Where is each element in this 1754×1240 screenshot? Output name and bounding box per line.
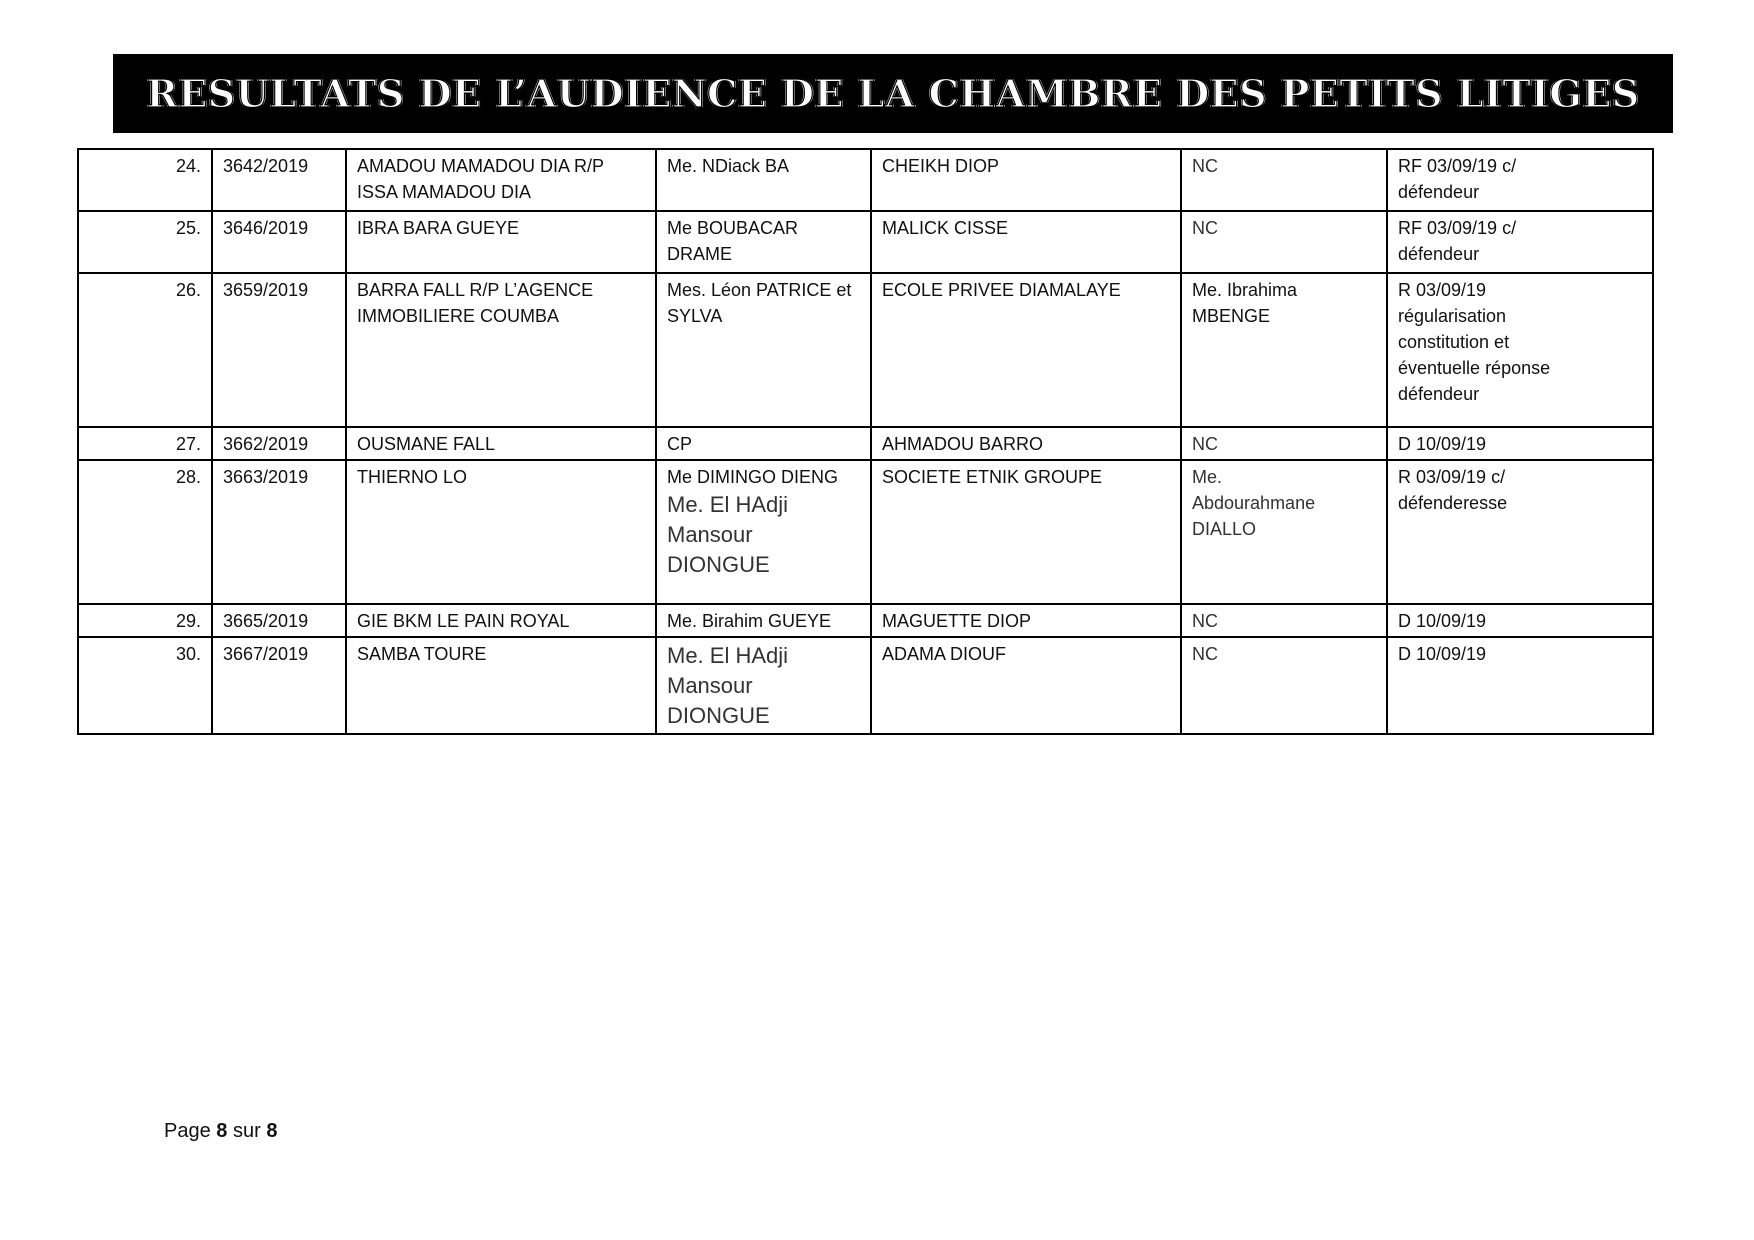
cell-line: défendeur (1398, 384, 1480, 404)
table-row (78, 427, 1653, 460)
row-number-cell: 26. (78, 273, 212, 427)
cell-line: éventuelle réponse (1398, 358, 1551, 378)
defendant-lawyer-cell (1181, 427, 1387, 460)
case-number-cell: 3663/2019 (212, 460, 346, 604)
cell-line: D 10/09/19 (1398, 644, 1487, 664)
cell-line: Me DIMINGO DIENG (667, 467, 839, 487)
defendant-lawyer-cell (1181, 637, 1387, 734)
cell-line: D 10/09/19 (1398, 611, 1487, 631)
case-number-cell: 3665/2019 (212, 604, 346, 637)
result-cell (1387, 427, 1653, 460)
cell-line: DIONGUE (667, 552, 770, 577)
case-number-cell: 3667/2019 (212, 637, 346, 734)
cell-line: MBENGE (1192, 306, 1271, 326)
cell-line: Mansour (667, 673, 753, 698)
defendant-cell: MAGUETTE DIOP (871, 604, 1181, 637)
cell-line: Me. El HAdji (667, 643, 789, 668)
plaintiff-cell (346, 149, 656, 211)
cell-line: DIONGUE (667, 703, 770, 728)
defendant-lawyer-cell (1181, 604, 1387, 637)
table-row (78, 211, 1653, 273)
cell-line: constitution et (1398, 332, 1510, 352)
row-number-cell: 25. (78, 211, 212, 273)
cell-line: NC (1192, 156, 1218, 176)
defendant-lawyer-cell (1181, 211, 1387, 273)
cell-line: NC (1192, 434, 1218, 454)
result-cell (1387, 637, 1653, 734)
defendant-lawyer-cell (1181, 149, 1387, 211)
cell-line: NC (1192, 218, 1218, 238)
table-row (78, 149, 1653, 211)
result-cell (1387, 149, 1653, 211)
cell-line: défenderesse (1398, 493, 1508, 513)
cell-line: Me. Birahim GUEYE (667, 611, 832, 631)
defendant-cell: AHMADOU BARRO (871, 427, 1181, 460)
plaintiff-lawyer-cell (656, 427, 871, 460)
cell-line: NC (1192, 611, 1218, 631)
cell-line: Mansour (667, 522, 753, 547)
defendant-lawyer-cell (1181, 460, 1387, 604)
cell-line: Me. El HAdji (667, 492, 789, 517)
plaintiff-cell (346, 460, 656, 604)
plaintiff-lawyer-cell (656, 637, 871, 734)
defendant-cell: CHEIKH DIOP (871, 149, 1181, 211)
cell-line: R 03/09/19 (1398, 280, 1487, 300)
plaintiff-lawyer-cell (656, 149, 871, 211)
plaintiff-lawyer-cell (656, 273, 871, 427)
cell-line: Me. Ibrahima (1192, 280, 1298, 300)
cell-line: R 03/09/19 c/ (1398, 467, 1506, 487)
table-row (78, 460, 1653, 604)
table-row (78, 273, 1653, 427)
cell-line: Me. NDiack BA (667, 156, 790, 176)
defendant-lawyer-cell (1181, 273, 1387, 427)
result-cell (1387, 460, 1653, 604)
plaintiff-cell (346, 637, 656, 734)
cell-line: SAMBA TOURE (357, 644, 487, 664)
footer-current-page: 8 (216, 1120, 228, 1142)
cell-line: régularisation (1398, 306, 1507, 326)
case-number-cell: 3659/2019 (212, 273, 346, 427)
cell-line: RF 03/09/19 c/ (1398, 218, 1517, 238)
footer-middle: sur (232, 1120, 261, 1142)
page-title: RESULTATS DE L’AUDIENCE DE LA CHAMBRE DES PETITS LITIGES (146, 71, 1640, 116)
defendant-cell: MALICK CISSE (871, 211, 1181, 273)
cell-line: ISSA MAMADOU DIA (357, 182, 532, 202)
plaintiff-lawyer-cell (656, 460, 871, 604)
plaintiff-cell (346, 604, 656, 637)
result-cell (1387, 273, 1653, 427)
row-number-cell: 28. (78, 460, 212, 604)
row-number-cell: 30. (78, 637, 212, 734)
cell-line: GIE BKM LE PAIN ROYAL (357, 611, 570, 631)
result-cell (1387, 604, 1653, 637)
plaintiff-lawyer-cell (656, 211, 871, 273)
cell-line: Me BOUBACAR (667, 218, 799, 238)
case-number-cell: 3646/2019 (212, 211, 346, 273)
plaintiff-cell (346, 273, 656, 427)
cell-line: IBRA BARA GUEYE (357, 218, 520, 238)
result-cell (1387, 211, 1653, 273)
cell-line: défendeur (1398, 244, 1480, 264)
cell-line: Me. (1192, 467, 1223, 487)
footer-prefix: Page (164, 1120, 211, 1142)
defendant-cell: SOCIETE ETNIK GROUPE (871, 460, 1181, 604)
cell-line: défendeur (1398, 182, 1480, 202)
row-number-cell: 29. (78, 604, 212, 637)
cell-line: OUSMANE FALL (357, 434, 496, 454)
cell-line: THIERNO LO (357, 467, 468, 487)
cell-line: CP (667, 434, 693, 454)
plaintiff-cell (346, 211, 656, 273)
defendant-cell: ECOLE PRIVEE DIAMALAYE (871, 273, 1181, 427)
cell-line: BARRA FALL R/P L’AGENCE (357, 280, 594, 300)
cell-line: RF 03/09/19 c/ (1398, 156, 1517, 176)
row-number-cell: 24. (78, 149, 212, 211)
plaintiff-cell (346, 427, 656, 460)
cell-line: D 10/09/19 (1398, 434, 1487, 454)
row-number-cell: 27. (78, 427, 212, 460)
table-row (78, 637, 1653, 734)
cell-line: AMADOU MAMADOU DIA R/P (357, 156, 605, 176)
defendant-cell: ADAMA DIOUF (871, 637, 1181, 734)
footer-total-pages: 8 (266, 1120, 278, 1142)
plaintiff-lawyer-cell (656, 604, 871, 637)
cell-line: SYLVA (667, 306, 723, 326)
cell-line: Abdourahmane (1192, 493, 1316, 513)
table-row (78, 604, 1653, 637)
cell-line: Mes. Léon PATRICE et (667, 280, 852, 300)
results-table (77, 148, 1654, 735)
cell-line: NC (1192, 644, 1218, 664)
title-banner (113, 54, 1673, 133)
cell-line: DIALLO (1192, 519, 1257, 539)
page-footer (164, 1120, 277, 1143)
case-number-cell: 3662/2019 (212, 427, 346, 460)
cell-line: IMMOBILIERE COUMBA (357, 306, 560, 326)
case-number-cell: 3642/2019 (212, 149, 346, 211)
cell-line: DRAME (667, 244, 733, 264)
